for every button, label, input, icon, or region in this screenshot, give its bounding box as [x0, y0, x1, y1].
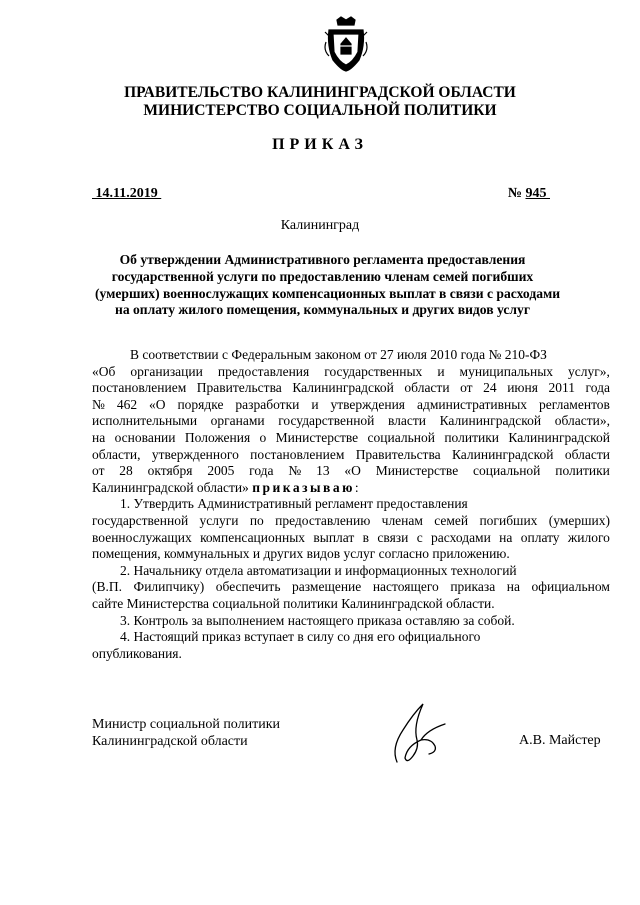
body-word: компенсационных	[200, 529, 306, 545]
body-word: 2011	[548, 380, 575, 396]
body-word: Правительства	[355, 446, 441, 462]
body-word: Калининградской	[439, 413, 542, 429]
body-word: порядке	[177, 396, 224, 412]
body-line: помещения, коммунальных и других видов услуг согласно приложению.	[92, 546, 510, 562]
organization-line-2: МИНИСТЕРСТВО СОЦИАЛЬНОЙ ПОЛИТИКИ	[143, 102, 497, 119]
body-word: организации	[130, 363, 203, 379]
body-line	[92, 447, 610, 464]
body-word: области	[564, 446, 610, 462]
body-word: области,	[92, 446, 141, 462]
body-word: утвержденного	[151, 446, 239, 462]
body-word: и	[311, 396, 319, 412]
body-word: утверждения	[330, 396, 406, 412]
body-line	[92, 513, 610, 530]
body-word: регламентов	[538, 396, 610, 412]
body-word: Министерстве	[275, 429, 359, 445]
body-word: области	[404, 380, 450, 396]
body-word: 13	[316, 463, 330, 479]
body-word: от	[460, 380, 473, 396]
body-word: Калининградской	[292, 380, 394, 396]
body-word: обеспечить	[215, 579, 281, 595]
document-date: 14.11.2019	[92, 186, 162, 201]
body-word: 2005	[207, 463, 235, 479]
body-word: настоящего	[372, 579, 439, 595]
body-word: о	[259, 429, 267, 445]
body-word: Министерстве	[375, 463, 459, 479]
body-word: социальной	[367, 429, 435, 445]
body-word: расходами	[431, 529, 491, 545]
body-word: постановлением	[92, 380, 187, 396]
body-word: основании	[114, 429, 176, 445]
body-word: постановлением	[250, 446, 345, 462]
body-word: октября	[147, 463, 193, 479]
body-line: В соответствии с Федеральным законом от 27 июля 2010 года № 210-ФЗ	[130, 347, 547, 362]
body-line: 3. Контроль за выполнением настоящего приказа оставляю за собой.	[120, 612, 515, 628]
document-number	[508, 186, 550, 202]
body-word: Калининградской	[508, 429, 610, 445]
body-line: опубликования.	[92, 645, 182, 661]
body-word: услуги	[199, 512, 239, 528]
body-line: 4. Настоящий приказ вступает в силу со дня его официального	[120, 629, 481, 645]
body-word: власти	[387, 413, 427, 429]
document-subject	[95, 252, 561, 319]
body-word: социальной	[473, 463, 541, 479]
body-word: погибших	[479, 512, 538, 528]
body-word: на	[506, 579, 520, 595]
body-word: 462	[116, 396, 138, 412]
body-word: года	[585, 380, 610, 396]
body-line	[92, 380, 610, 397]
body-word: по	[249, 512, 264, 528]
body-line	[92, 463, 610, 480]
body-word: №	[92, 396, 105, 412]
body-word: связи	[377, 529, 409, 545]
signatory-position	[92, 716, 280, 750]
body-word: предоставления	[217, 363, 310, 379]
subject-line: государственной услуги по предоставлению членам семей погибших	[111, 268, 534, 284]
body-word: «О	[149, 396, 166, 412]
body-word: в	[362, 529, 370, 545]
body-text: Калининградской области»	[92, 479, 249, 495]
position-line: Калининградской области	[92, 734, 248, 749]
body-word: семей	[434, 512, 469, 528]
body-word: области»,	[554, 413, 610, 429]
body-line	[92, 397, 610, 414]
body-word: услуг»,	[568, 363, 610, 379]
body-word: размещение	[292, 579, 362, 595]
body-word: и	[437, 363, 445, 379]
body-word: приказа	[450, 579, 496, 595]
body-word: Филипчику)	[133, 579, 205, 595]
body-word: Калининградской	[451, 446, 554, 462]
handwritten-signature-icon	[383, 700, 453, 770]
body-line	[92, 364, 610, 381]
body-word: предоставлению	[275, 512, 371, 528]
body-word: Положения	[184, 429, 251, 445]
body-word: исполнительными	[92, 413, 198, 429]
body-line: 1. Утвердить Административный регламент предоставления	[120, 496, 468, 512]
document-type: ПРИКАЗ	[272, 136, 368, 153]
body-line	[92, 579, 610, 596]
body-word: (умерших)	[548, 512, 610, 528]
body-word: на	[92, 429, 106, 445]
position-line: Министр социальной политики	[92, 717, 281, 732]
body-line	[92, 430, 610, 447]
body-word: политики	[555, 463, 610, 479]
number-value: 945	[525, 186, 550, 201]
body-word: «О	[344, 463, 361, 479]
body-word: 24	[483, 380, 497, 396]
body-line: 2. Начальнику отдела автоматизации и информационных технологий	[120, 562, 517, 578]
body-word: (В.П.	[92, 579, 122, 595]
body-line: Калининградской области» приказываю :	[92, 479, 359, 495]
body-word: жилого	[567, 529, 610, 545]
body-word: официальном	[531, 579, 610, 595]
body-word: муниципальных	[459, 363, 554, 379]
body-word: 28	[119, 463, 133, 479]
body-word: года	[249, 463, 274, 479]
body-word: выплат	[313, 529, 355, 545]
subject-line: (умерших) военнослужащих компенсационных выплат в связи с расходами	[95, 285, 561, 301]
body-word: государственных	[324, 363, 423, 379]
body-word: оплату	[520, 529, 560, 545]
city: Калининград	[280, 218, 360, 233]
subject-line: Об утверждении Административного регламента предоставления	[119, 252, 526, 267]
body-word: членам	[381, 512, 423, 528]
signatory-name: А.В. Майстер	[519, 733, 601, 748]
body-word: военнослужащих	[92, 529, 192, 545]
body-line: сайте Министерства социальной политики Калининградской области.	[92, 595, 495, 611]
body-line	[92, 530, 610, 547]
body-word: органами	[210, 413, 265, 429]
body-word: государственной	[278, 413, 375, 429]
document-body	[92, 347, 610, 662]
body-line	[92, 413, 610, 430]
body-word: «Об	[92, 363, 116, 379]
body-word: с	[416, 529, 423, 545]
body-word: июня	[507, 380, 538, 396]
body-word: государственной	[92, 512, 189, 528]
body-word: административных	[416, 396, 528, 412]
body-word: от	[92, 463, 105, 479]
body-word: политики	[444, 429, 499, 445]
body-word: на	[499, 529, 513, 545]
number-prefix: №	[507, 186, 526, 201]
body-word: Правительства	[196, 380, 282, 396]
body-word: разработки	[235, 396, 300, 412]
body-word: №	[288, 463, 302, 479]
subject-line: на оплату жилого помещения, коммунальных и других видов услуг	[114, 302, 530, 318]
coat-of-arms-icon	[323, 16, 369, 72]
organization-line-1: ПРАВИТЕЛЬСТВО КАЛИНИНГРАДСКОЙ ОБЛАСТИ	[124, 84, 516, 101]
order-keyword: приказываю	[252, 479, 355, 495]
